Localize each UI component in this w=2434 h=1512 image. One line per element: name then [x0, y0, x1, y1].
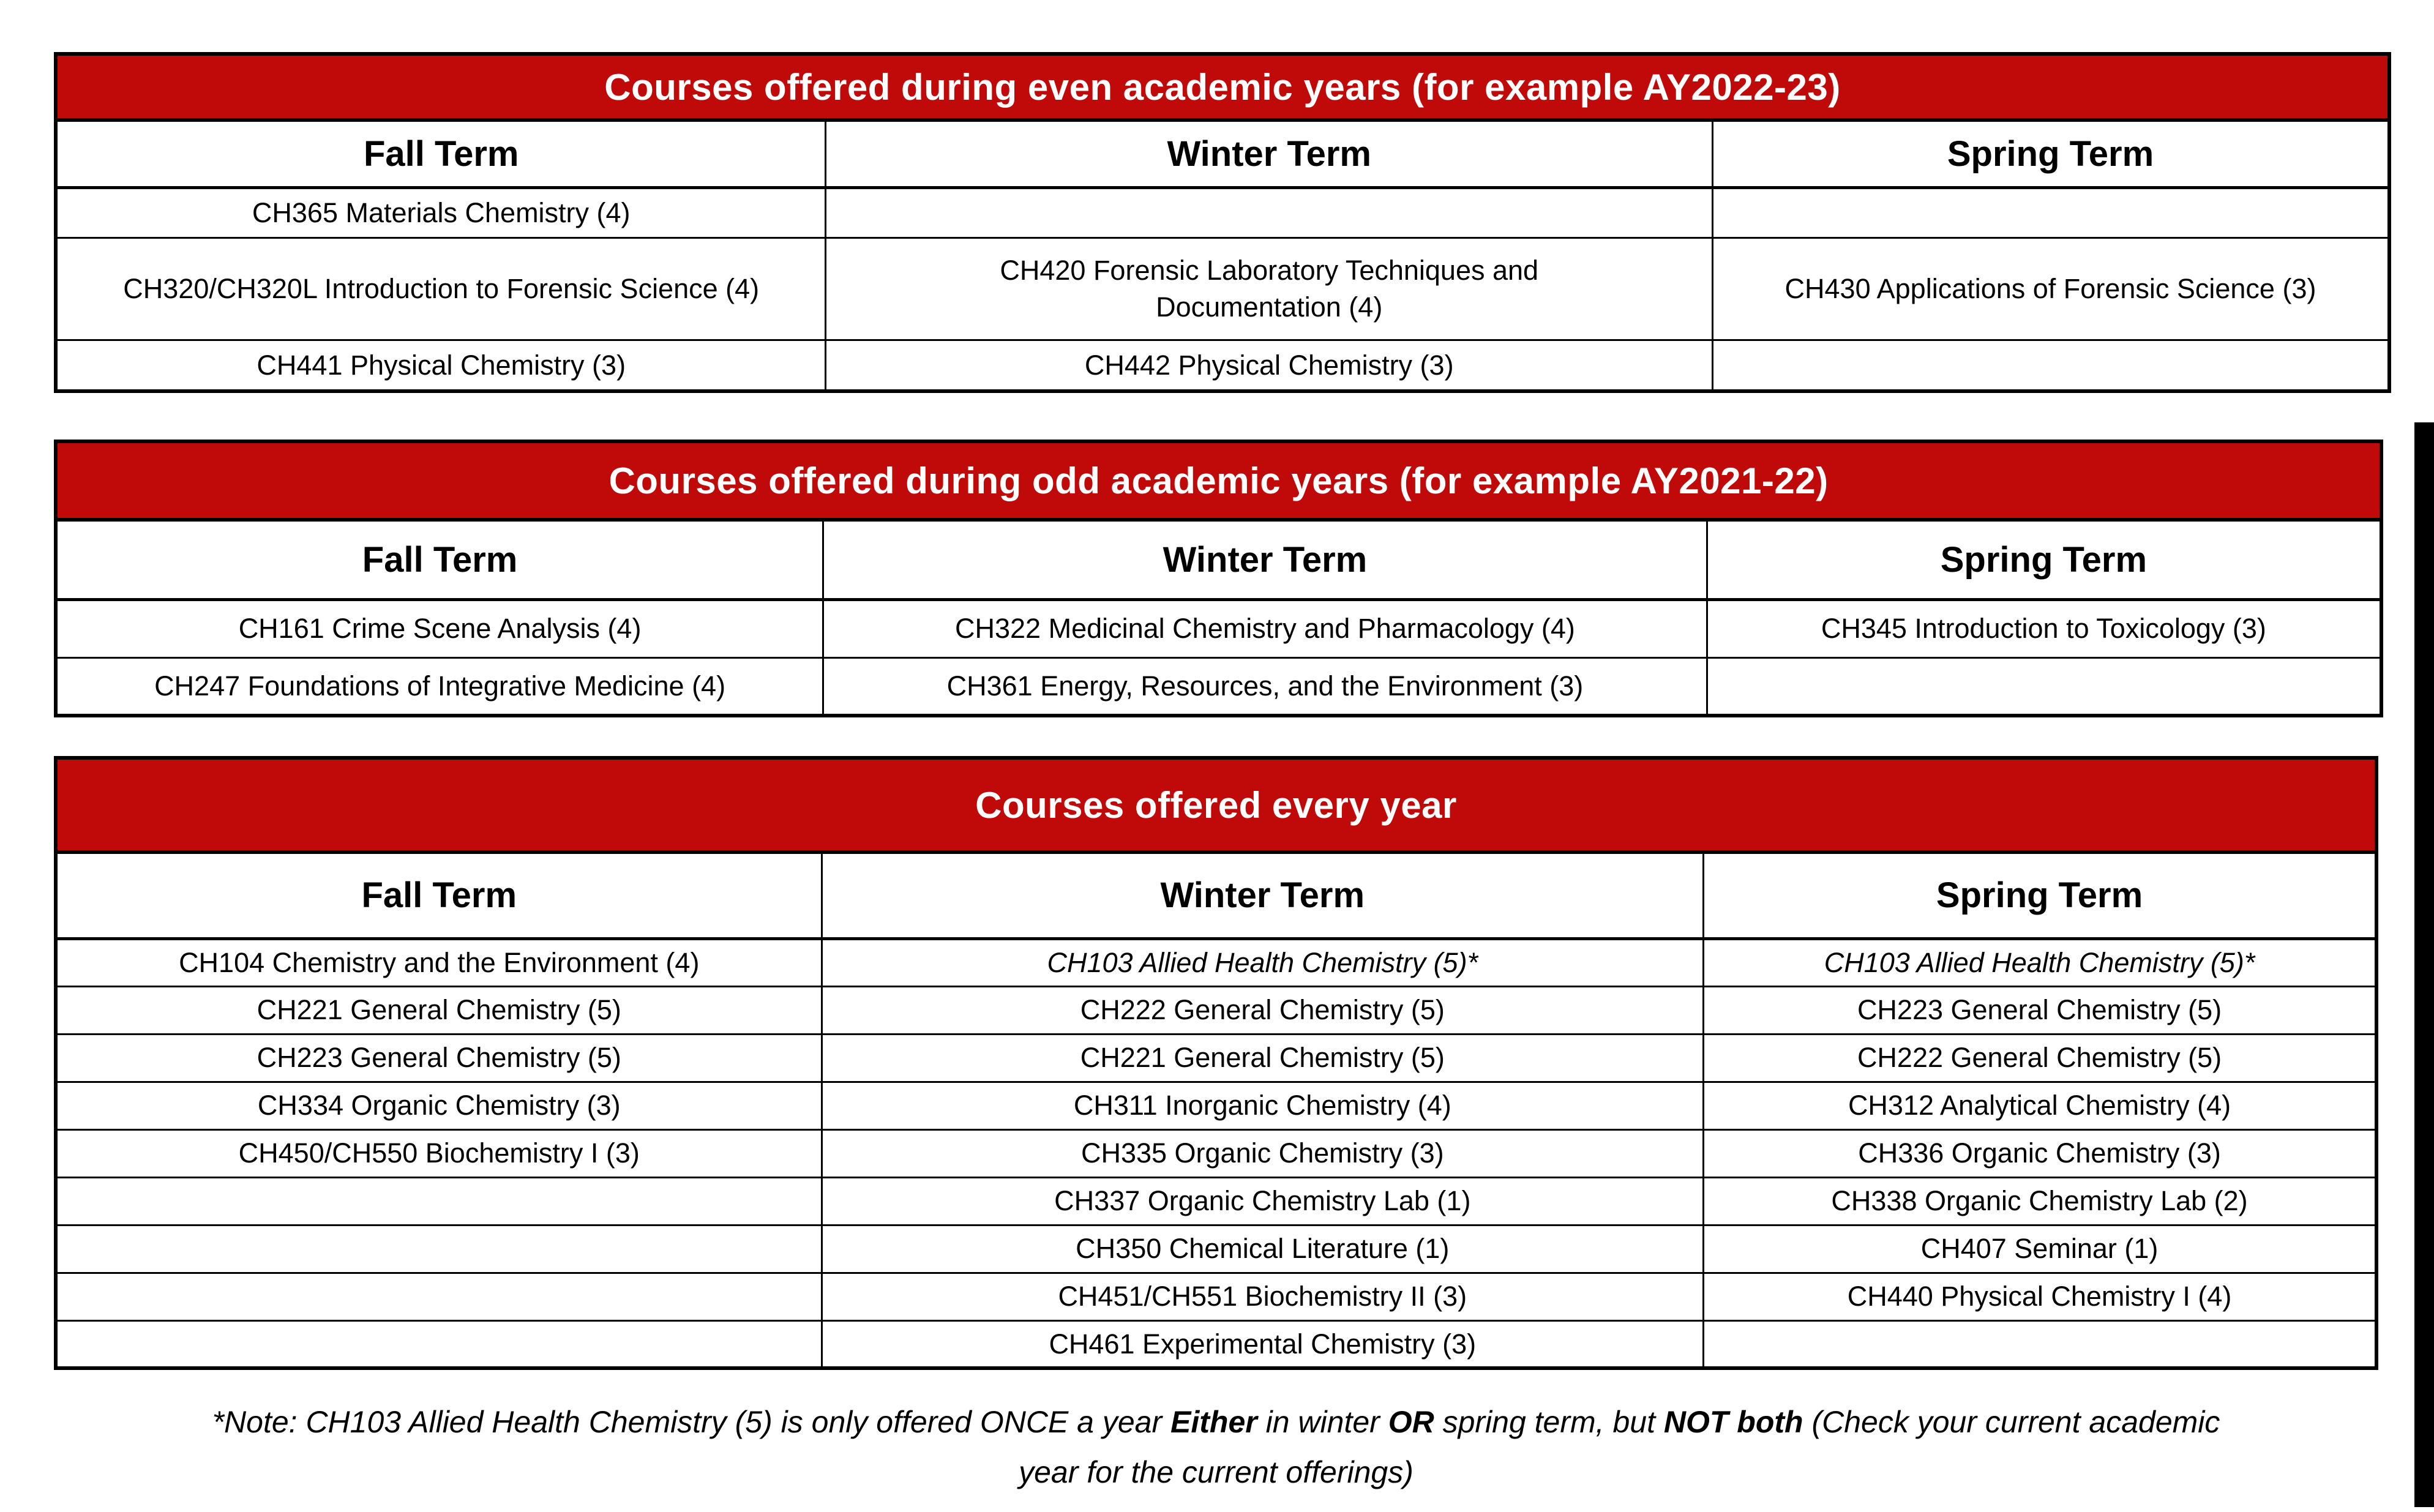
course-cell	[1713, 187, 2390, 238]
course-cell	[1704, 1177, 2376, 1225]
course-cell	[1707, 599, 2381, 657]
course-cell	[822, 1225, 1704, 1273]
column-header-winter-term: Winter Term	[822, 852, 1704, 938]
footnote-segment: spring term, but	[1434, 1405, 1664, 1439]
course-cell	[56, 1177, 822, 1225]
even-years-table	[54, 52, 2391, 393]
course-text: CH221 General Chemistry (5)	[1080, 1042, 1445, 1074]
table-title: Courses offered every year	[56, 758, 2376, 852]
course-text: CH350 Chemical Literature (1)	[1076, 1233, 1450, 1265]
course-text: CH440 Physical Chemistry I (4)	[1847, 1281, 2232, 1312]
course-cell	[1704, 1129, 2376, 1177]
course-text: CH322 Medicinal Chemistry and Pharmacology (4)	[955, 613, 1575, 645]
every-year-table	[54, 756, 2378, 1370]
course-cell	[1707, 657, 2381, 716]
course-cell	[822, 1320, 1704, 1368]
course-cell	[826, 340, 1713, 391]
course-cell	[56, 1320, 822, 1368]
course-text: CH461 Experimental Chemistry (3)	[1049, 1328, 1477, 1360]
course-cell	[56, 238, 826, 340]
course-cell	[56, 599, 823, 657]
course-text: CH365 Materials Chemistry (4)	[252, 196, 631, 228]
course-text: CH223 General Chemistry (5)	[1857, 994, 2222, 1026]
course-cell	[56, 938, 822, 986]
course-text: CH420 Forensic Laboratory Techniques and Documentation (4)	[1000, 255, 1539, 323]
table-title: Courses offered during odd academic years (for example AY2021-22)	[56, 441, 2381, 520]
course-cell	[1704, 1225, 2376, 1273]
course-cell	[822, 1273, 1704, 1320]
footnote-bold-segment: NOT both	[1663, 1405, 1803, 1439]
course-cell	[823, 599, 1707, 657]
course-cell	[822, 1129, 1704, 1177]
footnote-segment: in winter	[1257, 1405, 1388, 1439]
course-text: CH441 Physical Chemistry (3)	[257, 349, 626, 381]
course-text: CH337 Organic Chemistry Lab (1)	[1054, 1185, 1471, 1217]
course-text: CH407 Seminar (1)	[1920, 1233, 2159, 1265]
course-cell	[822, 938, 1704, 986]
column-header-spring-term: Spring Term	[1704, 852, 2376, 938]
course-text: CH451/CH551 Biochemistry II (3)	[1058, 1281, 1467, 1312]
course-text: CH320/CH320L Introduction to Forensic Science (4)	[123, 272, 760, 304]
course-text: CH450/CH550 Biochemistry I (3)	[238, 1137, 640, 1169]
column-header-fall-term: Fall Term	[56, 520, 823, 599]
course-text: CH247 Foundations of Integrative Medicine (4)	[154, 670, 726, 702]
course-text: CH104 Chemistry and the Environment (4)	[179, 946, 700, 978]
window-edge-bar	[2414, 422, 2434, 1507]
table-title: Courses offered during even academic years (for example AY2022-23)	[56, 54, 2389, 120]
course-cell	[822, 986, 1704, 1034]
course-cell	[56, 1129, 822, 1177]
course-cell	[823, 657, 1707, 716]
course-cell	[822, 1177, 1704, 1225]
footnote-segment: *Note: CH103 Allied Health Chemistry (5) is only offered ONCE a year	[212, 1405, 1171, 1439]
course-text: CH442 Physical Chemistry (3)	[1084, 349, 1454, 381]
course-text: CH361 Energy, Resources, and the Environment (3)	[946, 670, 1584, 702]
odd-years-table	[54, 440, 2383, 717]
course-cell	[826, 187, 1713, 238]
course-text: CH345 Introduction to Toxicology (3)	[1821, 613, 2266, 645]
course-text: CH222 General Chemistry (5)	[1080, 994, 1445, 1026]
course-cell	[1704, 1320, 2376, 1368]
course-text: CH311 Inorganic Chemistry (4)	[1073, 1090, 1451, 1121]
course-cell	[56, 986, 822, 1034]
course-cell	[56, 187, 826, 238]
footnote-bold-segment: OR	[1388, 1405, 1434, 1439]
footnote-line-2: year for the current offerings)	[1019, 1455, 1414, 1489]
course-cell	[56, 1225, 822, 1273]
course-cell	[56, 340, 826, 391]
column-header-spring-term: Spring Term	[1707, 520, 2381, 599]
column-header-winter-term: Winter Term	[826, 120, 1713, 187]
course-cell	[1704, 986, 2376, 1034]
course-text: CH334 Organic Chemistry (3)	[257, 1090, 621, 1121]
course-cell	[1704, 1273, 2376, 1320]
course-cell	[1713, 340, 2390, 391]
course-cell	[56, 1034, 822, 1082]
course-cell	[1704, 1082, 2376, 1129]
course-text: CH103 Allied Health Chemistry (5)*	[1047, 946, 1478, 978]
column-header-fall-term: Fall Term	[56, 120, 826, 187]
course-text: CH223 General Chemistry (5)	[257, 1042, 621, 1074]
footnote-line-1	[54, 1397, 2378, 1447]
course-cell	[56, 1273, 822, 1320]
footnote-bold-segment: Either	[1170, 1405, 1257, 1439]
course-text: CH430 Applications of Forensic Science (3)	[1784, 272, 2316, 304]
course-text: CH221 General Chemistry (5)	[257, 994, 621, 1026]
course-cell	[56, 657, 823, 716]
course-cell	[1713, 238, 2390, 340]
footnote-segment: (Check your current academic	[1803, 1405, 2220, 1439]
course-cell	[1704, 938, 2376, 986]
footnote	[54, 1397, 2378, 1497]
course-cell	[826, 238, 1713, 340]
course-cell	[1704, 1034, 2376, 1082]
course-text: CH103 Allied Health Chemistry (5)*	[1824, 946, 2255, 978]
column-header-winter-term: Winter Term	[823, 520, 1707, 599]
course-cell	[822, 1082, 1704, 1129]
course-cell	[56, 1082, 822, 1129]
course-text: CH335 Organic Chemistry (3)	[1080, 1137, 1444, 1169]
column-header-fall-term: Fall Term	[56, 852, 822, 938]
course-text: CH336 Organic Chemistry (3)	[1858, 1137, 2221, 1169]
course-text: CH338 Organic Chemistry Lab (2)	[1831, 1185, 2248, 1217]
course-text: CH161 Crime Scene Analysis (4)	[238, 613, 642, 645]
course-text: CH312 Analytical Chemistry (4)	[1848, 1090, 2231, 1121]
course-cell	[822, 1034, 1704, 1082]
course-text: CH222 General Chemistry (5)	[1857, 1042, 2222, 1074]
column-header-spring-term: Spring Term	[1713, 120, 2390, 187]
